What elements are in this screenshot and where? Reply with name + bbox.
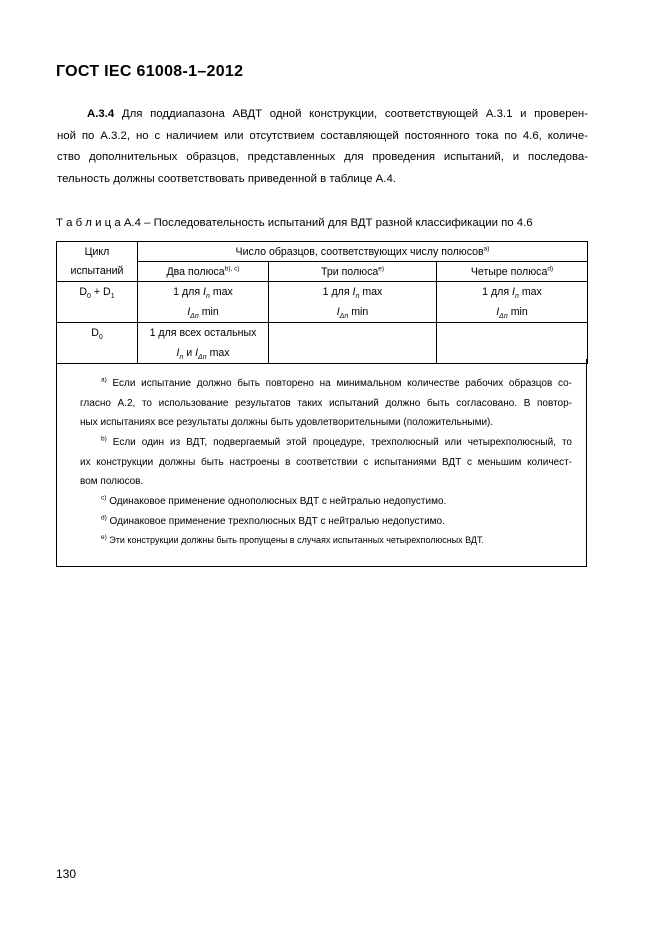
cell-two-poles: 1 для всех остальных $I_n$ и $I_{\Delta n}$ max [138,323,269,364]
cell-three-poles [269,323,437,364]
header-four-poles: Четыре полюса$^{d)}$ [437,262,588,282]
table-notes [56,359,587,567]
paragraph-line: А.3.4 Для поддиапазона АВДТ одной конструкции, соответствующей А.3.1 и проверен- [87,108,588,120]
cell-four-poles [437,323,588,364]
document-header: ГОСТ IEC 61008-1–2012 [56,63,244,80]
cell-four-poles: 1 для $I_n$ max $I_{\Delta n}$ min [437,282,588,323]
paragraph-line: тельность должны соответствовать приведенной в таблице А.4. [57,172,396,185]
header-two-poles: Два полюса$^{b), c)}$ [138,262,269,282]
header-three-poles: Три полюса$^{е)}$ [269,262,437,282]
paragraph-line: ной по А.3.2, но с наличием или отсутствием составляющей постоянного тока по 4.6, количе- [57,129,588,142]
cell-cycle: $D_0 + D_1$ [57,282,138,323]
paragraph-a34 [57,104,588,190]
cell-three-poles: 1 для $I_n$ max $I_{\Delta n}$ min [269,282,437,323]
test-sequence-table [56,241,588,364]
note-a: $^{а)}$ Если испытание должно быть повторено на минимальном количестве рабочих образцов со- гласно А.2, то использование результатов таких испытаний должно быть согласовано. В повтор- ных испытаниях все результаты должны быть удовлетворительными (положительными). [80,376,572,428]
paragraph-line: ство дополнительных образцов, представленных для проведения испытаний, и последова- [57,151,588,164]
table-row [57,282,588,323]
cell-two-poles: 1 для $I_n$ max $I_{\Delta n}$ min [138,282,269,323]
cell-cycle: $D_0$ [57,323,138,364]
note-b: $^{b)}$ Если один из ВДТ, подвергаемый этой процедуре, трехполюсный или четырехполюсный, то их конструкции должны быть настроены в соответствии с испытаниями ВДТ с меньшим количест- вом полюсов. [80,435,572,487]
note-c: $^{c)}$ Одинаковое применение однополюсных ВДТ с нейтралью недопустимо. [101,494,447,507]
table-caption: Т а б л и ц а А.4 – Последовательность испытаний для ВДТ разной классификации по 4.6 [56,217,533,229]
paragraph-number: А.3.4 [87,108,115,120]
table-row [57,323,588,364]
header-cycle: Цикл испытаний [57,242,138,282]
note-e: $^{е)}$ Эти конструкции должны быть пропущены в случаях испытанных четырехполюсных ВДТ. [101,534,485,545]
header-samples: Число образцов, соответствующих числу полюсов$^{а)}$ [138,242,588,262]
page-number: 130 [56,867,77,881]
note-d: $^{d)}$ Одинаковое применение трехполюсных ВДТ с нейтралью недопустимо. [101,514,445,527]
